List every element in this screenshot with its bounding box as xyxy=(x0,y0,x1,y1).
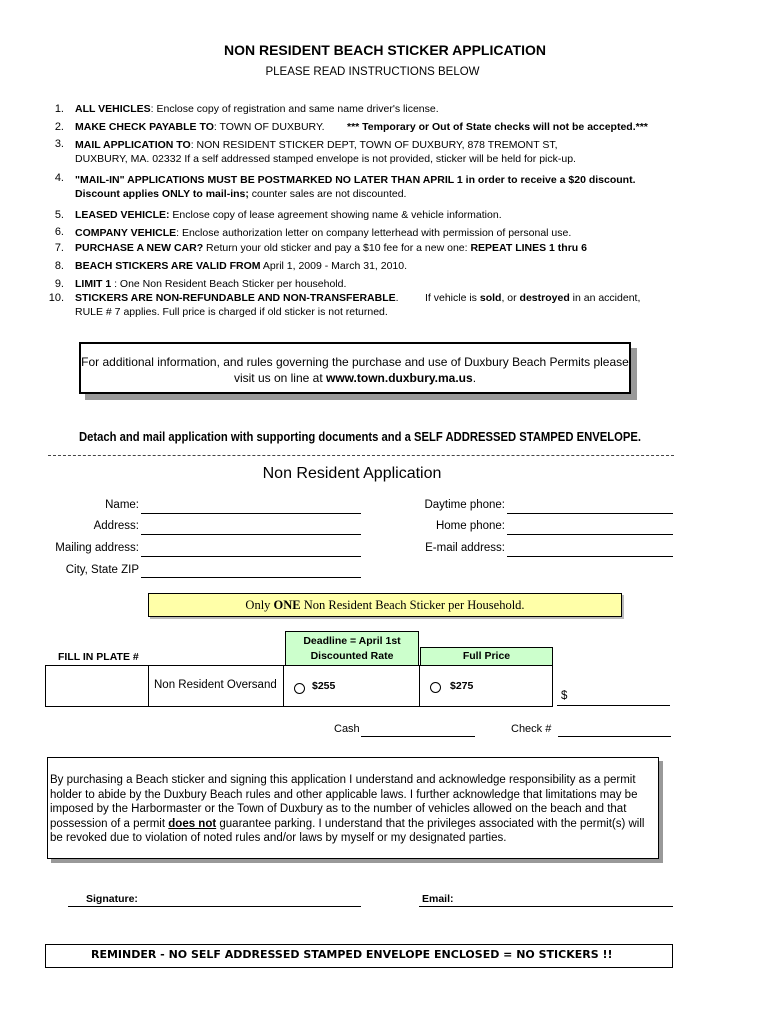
note-destroyed: destroyed xyxy=(519,292,570,304)
plate-label: FILL IN PLATE # xyxy=(58,651,139,663)
row-label: Non Resident Oversand xyxy=(154,679,277,691)
signature-field[interactable] xyxy=(68,906,361,907)
list-item-heading: "MAIL-IN" APPLICATIONS MUST BE POSTMARKED NO LATER THAN APRIL 1 in order to receive a $20 discount. xyxy=(75,174,636,186)
list-item-text: : NON RESIDENT STICKER DEPT, TOWN OF DUXBURY, 878 TREMONT ST, xyxy=(190,139,558,151)
name-field[interactable] xyxy=(141,513,361,514)
ack-line: be revoked due to violation of noted rules and/or laws by myself or my designated parties. xyxy=(50,832,507,844)
city-state-zip-label: City, State ZIP xyxy=(65,564,139,576)
list-item-text: . xyxy=(395,292,399,304)
deadline-line-2: Discounted Rate xyxy=(310,650,394,662)
list-item-heading: PURCHASE A NEW CAR? xyxy=(75,242,204,254)
home-phone-field[interactable] xyxy=(507,534,673,535)
website-link[interactable]: www.town.duxbury.ma.us xyxy=(326,371,473,385)
email-address-field[interactable] xyxy=(507,556,673,557)
email-address-label: E-mail address: xyxy=(425,542,505,554)
cut-line xyxy=(48,455,674,456)
signature-label: Signature: xyxy=(86,893,138,905)
column-divider xyxy=(419,665,420,707)
list-item xyxy=(75,292,399,304)
list-item-text: Return your old sticker and pay a $10 fee for a new one: xyxy=(203,242,471,254)
ack-emphasis: does not xyxy=(168,817,217,830)
info-box xyxy=(79,342,631,394)
list-number: 6. xyxy=(54,226,64,238)
deadline-line-1: Deadline = April 1st xyxy=(303,635,401,647)
note-text: If vehicle is xyxy=(425,292,480,304)
column-divider xyxy=(283,665,284,707)
total-field[interactable] xyxy=(557,705,670,706)
reminder-banner: REMINDER - NO SELF ADDRESSED STAMPED ENVELOPE ENCLOSED = NO STICKERS !! xyxy=(45,944,673,968)
mailing-address-label: Mailing address: xyxy=(55,542,139,554)
full-price-value: $275 xyxy=(450,680,474,692)
list-number: 10. xyxy=(48,292,64,304)
list-item-text: : One Non Resident Beach Sticker per household. xyxy=(111,278,347,290)
list-item-continuation: RULE # 7 applies. Full price is charged if old sticker is not returned. xyxy=(75,306,388,318)
column-divider xyxy=(148,665,149,707)
plate-input[interactable] xyxy=(50,668,145,704)
list-number: 5. xyxy=(54,209,64,221)
list-number: 1. xyxy=(54,103,64,115)
ack-text: possession of a permit xyxy=(50,817,169,830)
info-text: visit us on line at xyxy=(233,371,326,385)
list-item-text: counter sales are not discounted. xyxy=(248,188,407,200)
address-label: Address: xyxy=(93,520,139,532)
sold-destroyed-note xyxy=(425,292,640,304)
page-subtitle: PLEASE READ INSTRUCTIONS BELOW xyxy=(265,66,480,78)
total-dollar-sign: $ xyxy=(561,690,568,702)
list-item-continuation xyxy=(75,188,406,200)
name-label: Name: xyxy=(105,499,139,511)
list-item-heading: BEACH STICKERS ARE VALID FROM xyxy=(75,260,261,272)
application-title: Non Resident Application xyxy=(262,465,442,482)
ack-line: imposed by the Harbormaster or the Town of Duxbury as to the number of vehicles allowed on the beach and that xyxy=(50,803,627,815)
one-sticker-notice xyxy=(148,593,622,617)
list-item-text: : Enclose authorization letter on company letterhead with permission of personal use. xyxy=(176,227,572,239)
detach-instruction: Detach and mail application with supporting documents and a SELF ADDRESSED STAMPED ENVELOPE. xyxy=(79,430,641,444)
list-item xyxy=(75,121,325,133)
list-item-text: : TOWN OF DUXBURY. xyxy=(213,121,325,133)
list-item-text: Enclose copy of lease agreement showing name & vehicle information. xyxy=(169,209,502,221)
home-phone-label: Home phone: xyxy=(435,520,505,532)
mailing-address-field[interactable] xyxy=(141,556,361,557)
note-text: , or xyxy=(501,292,520,304)
list-item xyxy=(75,139,558,151)
email-signature-label: Email: xyxy=(422,893,454,905)
list-item-heading: LIMIT 1 xyxy=(75,278,112,290)
address-field[interactable] xyxy=(141,534,361,535)
notice-text: Non Resident Beach Sticker per Household. xyxy=(300,598,525,612)
list-item-text: : Enclose copy of registration and same name driver's license. xyxy=(150,103,439,115)
city-state-zip-field[interactable] xyxy=(141,577,361,578)
ack-line: By purchasing a Beach sticker and signing this application I understand and acknowledge responsibility as a permit xyxy=(50,774,636,786)
ack-line xyxy=(50,817,658,832)
list-item xyxy=(75,227,571,239)
email-signature-field[interactable] xyxy=(419,906,673,907)
list-item-heading: MAIL APPLICATION TO xyxy=(75,139,191,151)
info-text: . xyxy=(472,371,477,385)
list-number: 2. xyxy=(54,121,64,133)
notice-text: Only xyxy=(245,598,274,612)
checks-warning: *** Temporary or Out of State checks will not be accepted.*** xyxy=(347,121,648,133)
daytime-phone-label: Daytime phone: xyxy=(424,499,505,511)
list-item-heading: COMPANY VEHICLE xyxy=(75,227,177,239)
check-label: Check # xyxy=(511,723,552,735)
list-item-text: April 1, 2009 - March 31, 2010. xyxy=(260,260,408,272)
page-title: NON RESIDENT BEACH STICKER APPLICATION xyxy=(223,42,546,58)
acknowledgement-box xyxy=(47,757,659,859)
full-price-header: Full Price xyxy=(420,647,553,666)
full-price-radio[interactable] xyxy=(430,682,441,693)
cash-label: Cash xyxy=(334,723,360,735)
list-number: 4. xyxy=(54,172,64,184)
list-number: 9. xyxy=(54,278,64,290)
ack-text: guarantee parking. I understand that the privileges associated with the permit(s) will xyxy=(216,817,645,830)
list-number: 8. xyxy=(54,260,64,272)
list-number: 7. xyxy=(54,242,64,254)
discount-radio[interactable] xyxy=(294,683,305,694)
notice-emphasis: ONE xyxy=(273,598,301,612)
info-line-2 xyxy=(81,370,629,386)
list-number: 3. xyxy=(54,138,64,150)
list-item-heading: LEASED VEHICLE: xyxy=(75,209,170,221)
list-item xyxy=(75,260,407,272)
list-item xyxy=(75,242,587,254)
cash-field[interactable] xyxy=(361,736,475,737)
info-line-1: For additional information, and rules governing the purchase and use of Duxbury Beach Permits please xyxy=(81,355,629,369)
deadline-header xyxy=(285,631,419,666)
list-item-heading: MAKE CHECK PAYABLE TO xyxy=(75,121,214,133)
discount-price: $255 xyxy=(312,680,336,692)
list-item-heading: ALL VEHICLES xyxy=(75,103,151,115)
repeat-lines-note: REPEAT LINES 1 thru 6 xyxy=(470,242,587,254)
list-item-continuation: DUXBURY, MA. 02332 If a self addressed stamped envelope is not provided, sticker will be held for pick-up. xyxy=(75,153,576,165)
discount-note: Discount applies ONLY to mail-ins; xyxy=(75,188,249,200)
check-number-field[interactable] xyxy=(558,736,671,737)
list-item xyxy=(75,278,346,290)
list-item xyxy=(75,209,502,221)
ack-line: holder to abide by the Duxbury Beach rules and other applicable laws. I further acknowledge that limitations may be xyxy=(50,788,638,801)
list-item xyxy=(75,103,439,115)
note-text: in an accident, xyxy=(569,292,641,304)
list-item-heading: STICKERS ARE NON-REFUNDABLE AND NON-TRANSFERABLE xyxy=(75,292,396,304)
note-sold: sold xyxy=(479,292,502,304)
daytime-phone-field[interactable] xyxy=(507,513,673,514)
